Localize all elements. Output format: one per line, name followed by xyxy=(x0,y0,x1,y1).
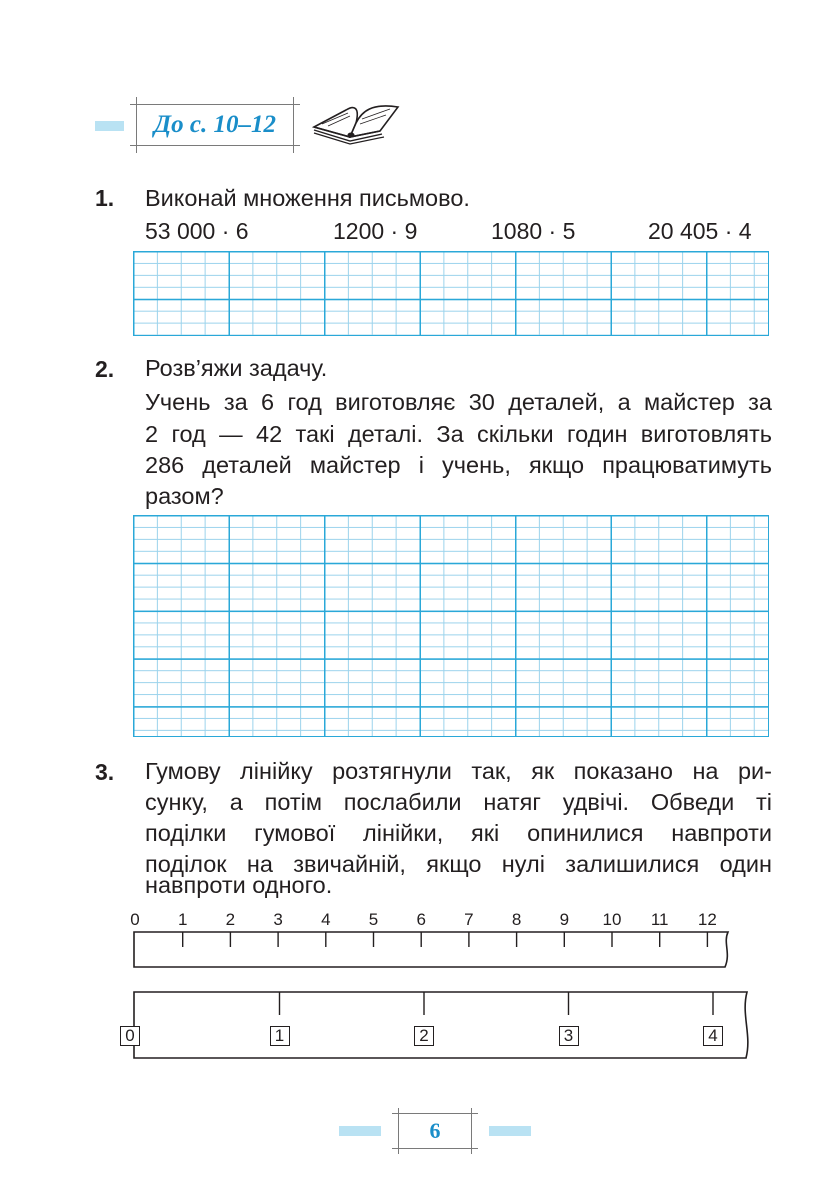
ruler-bottom-label[interactable]: 0 xyxy=(120,1026,140,1046)
answer-grid-1[interactable] xyxy=(133,251,769,336)
section-title: До с. 10–12 xyxy=(154,111,276,138)
ruler-bottom-label[interactable]: 2 xyxy=(414,1026,434,1046)
task-3-line-3: поділок на звичайній, якщо нулі залишилися один xyxy=(145,851,772,877)
ordinary-ruler xyxy=(120,925,750,975)
ruler-top-label: 10 xyxy=(602,910,622,929)
task-1-text: Виконай множення письмово. xyxy=(145,185,470,211)
ruler-bottom-label[interactable]: 1 xyxy=(270,1026,290,1046)
ruler-top-label: 3 xyxy=(273,910,283,929)
footer-bar-left xyxy=(339,1126,381,1136)
task-2-line-2: 2 год — 42 такі деталі. За скільки годин виготовлять xyxy=(145,421,772,447)
ruler-top-label: 0 xyxy=(130,910,140,929)
rubber-ruler xyxy=(120,985,760,1065)
task-3-line-2: поділки гумової лінійки, які опинилися навпроти xyxy=(145,820,772,846)
ruler-top-label: 7 xyxy=(464,910,474,929)
task-3-number: 3. xyxy=(95,759,115,785)
ruler-top-label: 1 xyxy=(177,910,188,929)
footer-bar-right xyxy=(489,1126,531,1136)
ruler-top-label: 5 xyxy=(368,910,379,929)
task-2-line-4: разом? xyxy=(145,483,224,509)
page-number: 6 xyxy=(429,1118,441,1143)
task-2-heading: Розв’яжи задачу. xyxy=(145,355,328,381)
answer-grid-2[interactable] xyxy=(133,515,769,737)
expression-3: 1080 · 5 xyxy=(491,218,576,244)
open-book-icon xyxy=(310,97,402,147)
task-2-number: 2. xyxy=(95,356,115,382)
task-2-line-1: Учень за 6 год виготовляє 30 деталей, а майстер за xyxy=(145,389,772,415)
header-bar-left xyxy=(95,121,124,131)
ruler-top-label: 2 xyxy=(225,910,236,929)
expression-4: 20 405 · 4 xyxy=(648,218,752,244)
expression-2: 1200 · 9 xyxy=(333,218,418,244)
ruler-top-label: 6 xyxy=(416,910,426,929)
ruler-top-label: 9 xyxy=(559,910,570,929)
task-3-line-0: Гумову лінійку розтягнули так, як показано на ри- xyxy=(145,758,772,784)
task-1-number: 1. xyxy=(95,185,115,211)
task-2-line-3: 286 деталей майстер і учень, якщо працюватимуть xyxy=(145,452,772,478)
ruler-top-label: 4 xyxy=(321,910,331,929)
task-3-line-4: навпроти одного. xyxy=(145,872,333,898)
task-3-line-1: сунку, а потім послабили натяг удвічі. Обведи ті xyxy=(145,789,772,815)
ruler-bottom-label[interactable]: 4 xyxy=(703,1026,723,1046)
ruler-bottom-label[interactable]: 3 xyxy=(559,1026,579,1046)
ruler-top-label: 8 xyxy=(511,910,522,929)
ruler-top-label: 11 xyxy=(650,910,669,929)
ruler-top-label: 12 xyxy=(697,910,717,929)
expression-1: 53 000 · 6 xyxy=(145,218,249,244)
